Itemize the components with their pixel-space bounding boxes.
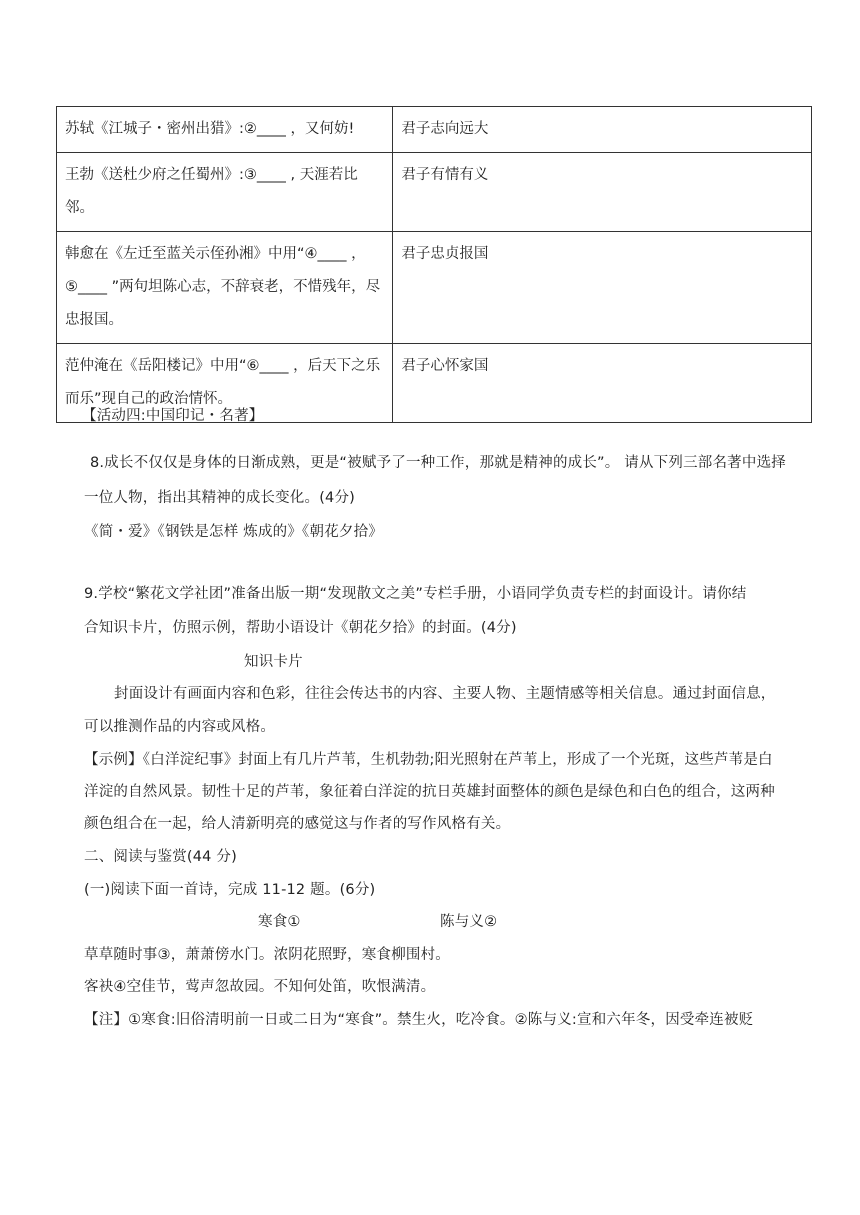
q9-line2: 合知识卡片，仿照示例，帮助小语设计《朝花夕拾》的封面。(4分) [84, 620, 517, 636]
table-cell-right: 君子志向远大 [393, 107, 812, 153]
card-line1: 封面设计有画面内容和色彩，往往会传达书的内容、主要人物、主题情感等相关信息。通过封面信息， [114, 686, 776, 702]
card-line2: 可以推测作品的内容或风格。 [84, 719, 276, 735]
card-title: 知识卡片 [244, 654, 303, 670]
poem-fill-table [56, 106, 812, 423]
section2-heading: 二、阅读与鉴赏(44 分) [84, 849, 237, 865]
table-cell-left: 王勃《送杜少府之任蜀州》:③____ , 天涯若比邻。 [57, 153, 393, 232]
poem-line1: 草草随时事③，萧萧傍水门。浓阴花照野，寒食柳围村。 [84, 947, 450, 963]
q8-line2: 一位人物，指出其精神的成长变化。(4分) [84, 490, 356, 506]
table-cell-left: 苏轼《江城子・密州出猎》:②____ ，又何妨! [57, 107, 393, 153]
table-row [57, 153, 812, 232]
poem-title: 寒食① [258, 914, 301, 930]
q8-books: 《简・爱》《钢铁是怎样 炼成的》《朝花夕拾》 [84, 524, 384, 540]
table-row [57, 232, 812, 344]
q9-line1: 9.学校“繁花文学社团”准备出版一期“发现散文之美”专栏手册，小语同学负责专栏的封面设计。请你结 [84, 586, 747, 602]
example-line3: 颜色组合在一起，给人清新明亮的感觉这与作者的写作风格有关。 [84, 816, 511, 832]
table-cell-right: 君子心怀家国 [393, 344, 812, 423]
table-cell-left: 范仲淹在《岳阳楼记》中用“⑥____ ，后天下之乐而乐”现自己的政治情怀。 [57, 344, 393, 423]
table-cell-left: 韩愈在《左迁至蓝关示侄孙湘》中用“④____ ，⑤____ ”两句坦陈心志，不辞衰老，不惜残年，尽忠报国。 [57, 232, 393, 344]
activity-heading: 【活动四:中国印记・名著】 [82, 408, 264, 424]
q8-line1: 8.成长不仅仅是身体的日渐成熟，更是“被赋予了一种工作，那就是精神的成长”。 请从下列三部名著中选择 [90, 455, 786, 471]
poem-line2: 客袂④空佳节，莺声忽故园。不知何处笛，吹恨满清。 [84, 979, 436, 995]
table-cell-right: 君子有情有义 [393, 153, 812, 232]
table-row [57, 107, 812, 153]
poem-note: 【注】①寒食:旧俗清明前一日或二日为“寒食”。禁生火，吃冷食。②陈与义:宣和六年冬，因受牵连被贬 [84, 1012, 754, 1028]
section2-sub-heading: (一)阅读下面一首诗，完成 11-12 题。(6分) [84, 882, 376, 898]
example-line1: 【示例】《白洋淀纪事》封面上有几片芦苇，生机勃勃;阳光照射在芦苇上，形成了一个光斑，这些芦苇是白 [84, 752, 773, 768]
example-line2: 洋淀的自然风景。韧性十足的芦苇，象征着白洋淀的抗日英雄封面整体的颜色是绿色和白色的组合，这两种 [84, 784, 775, 800]
table-cell-right: 君子忠贞报国 [393, 232, 812, 344]
poem-author: 陈与义② [440, 914, 498, 930]
